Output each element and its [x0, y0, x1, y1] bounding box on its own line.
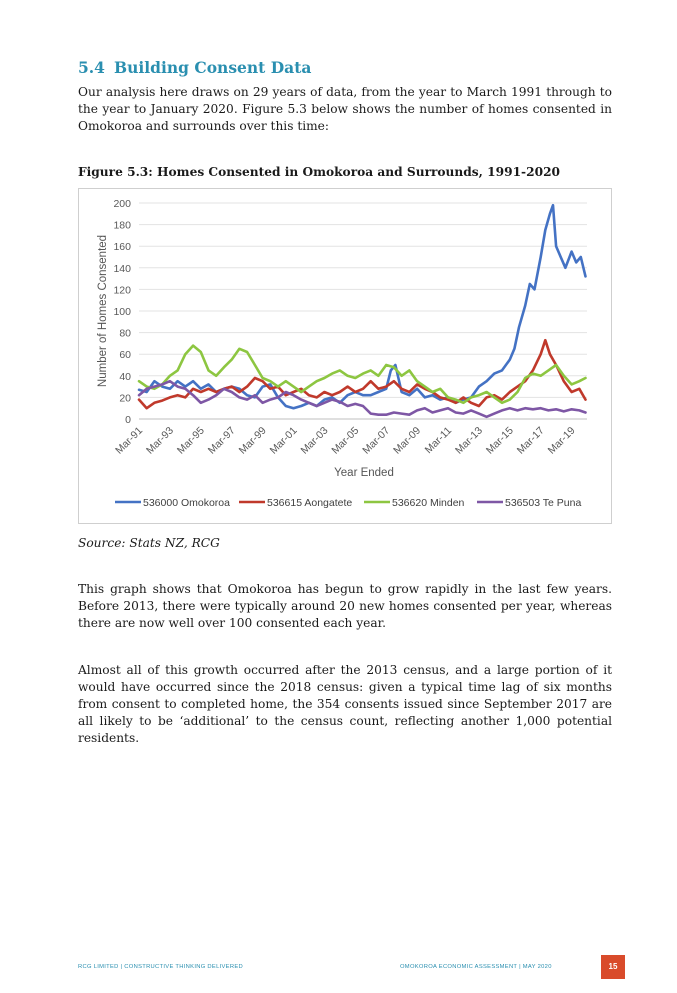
legend-label: 536000 Omokoroa: [143, 497, 230, 509]
x-tick-label: Mar-15: [483, 424, 516, 457]
line-chart: [79, 189, 611, 523]
y-tick-label: 100: [113, 306, 131, 318]
x-tick-label: Mar-19: [545, 424, 578, 457]
y-tick-label: 20: [119, 392, 131, 405]
x-tick-label: Mar-97: [205, 424, 238, 457]
x-tick-label: Mar-95: [174, 424, 207, 457]
chart-container: [78, 188, 612, 524]
x-tick-label: Mar-09: [391, 424, 424, 457]
x-tick-label: Mar-91: [113, 424, 146, 457]
x-tick-label: Mar-99: [236, 424, 269, 457]
x-axis-label: Year Ended: [334, 467, 394, 479]
legend-label: 536615 Aongatete: [267, 497, 353, 509]
x-tick-label: Mar-07: [360, 424, 393, 457]
y-tick-label: 0: [125, 414, 131, 426]
page-number: 15: [601, 955, 625, 979]
legend-label: 536620 Minden: [392, 497, 465, 509]
legend-label: 536503 Te Puna: [505, 497, 582, 509]
footer-report: OMOKOROA ECONOMIC ASSESSMENT | MAY 2020: [400, 964, 552, 970]
figure-source: Source: Stats NZ, RCG: [78, 536, 220, 550]
y-tick-label: 140: [113, 262, 131, 275]
y-tick-label: 40: [119, 370, 131, 383]
x-tick-label: Mar-05: [329, 424, 362, 457]
x-tick-label: Mar-03: [298, 424, 331, 457]
paragraph-census: Almost all of this growth occurred after the 2013 census, and a large portion of it would have occurred since the 2018 census: given a typical time lag of six months from consent to completed home, the 354 consents issued since September 2017 are all likely to be ‘additional’ to the census count, reflecting another 1,000 potential residents.: [78, 663, 612, 745]
section-number: 5.4: [78, 58, 105, 77]
series-line-536000: [139, 205, 586, 408]
y-tick-label: 60: [119, 349, 131, 362]
footer-company: RCG LIMITED | CONSTRUCTIVE THINKING DELIVERED: [78, 964, 243, 970]
y-tick-label: 120: [113, 284, 131, 297]
y-tick-label: 180: [113, 219, 131, 232]
x-tick-label: Mar-01: [267, 424, 300, 457]
figure-title: Figure 5.3: Homes Consented in Omokoroa and Surrounds, 1991-2020: [78, 165, 561, 179]
x-tick-label: Mar-11: [422, 424, 455, 457]
x-tick-label: Mar-17: [514, 424, 547, 457]
section-heading: [78, 58, 311, 77]
section-title: Building Consent Data: [114, 58, 312, 77]
x-tick-label: Mar-93: [144, 424, 177, 457]
y-axis-label: Number of Homes Consented: [97, 234, 109, 388]
y-tick-label: 160: [113, 241, 131, 254]
y-tick-label: 80: [119, 327, 131, 340]
intro-paragraph: Our analysis here draws on 29 years of data, from the year to March 1991 through to the year to January 2020. Figure 5.3 below shows the number of homes consented in Omokoroa and surrounds over this time:: [78, 85, 612, 133]
paragraph-growth: This graph shows that Omokoroa has begun to grow rapidly in the last few years. Before 2013, there were typically around 20 new homes consented per year, whereas there are now well over 100 consented each year.: [78, 582, 612, 630]
y-tick-label: 200: [113, 198, 131, 210]
x-tick-label: Mar-13: [452, 424, 485, 457]
